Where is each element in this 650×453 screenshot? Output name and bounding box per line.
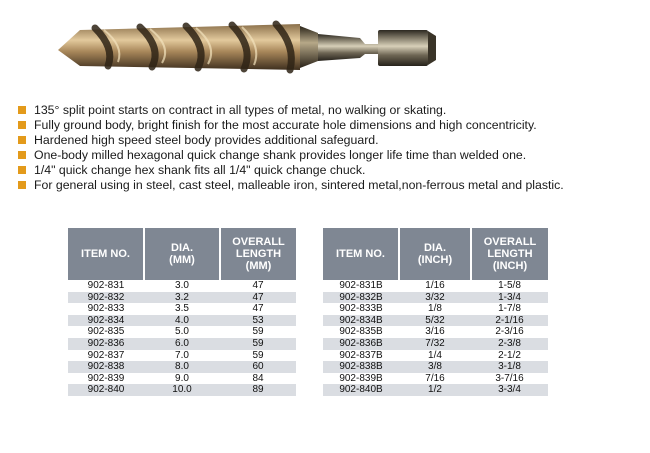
item-number-cell: 902-837B bbox=[323, 350, 399, 362]
table-row bbox=[68, 384, 296, 396]
diameter-cell: 3.2 bbox=[144, 292, 220, 304]
feature-item: Fully ground body, bright finish for the most accurate hole dimensions and high concentricity. bbox=[18, 118, 564, 133]
diameter-cell: 4.0 bbox=[144, 315, 220, 327]
feature-item: Hardened high speed steel body provides additional safeguard. bbox=[18, 133, 564, 148]
diameter-cell: 7.0 bbox=[144, 350, 220, 362]
table-row bbox=[323, 292, 548, 304]
column-header-item-no: ITEM NO. bbox=[323, 228, 399, 280]
table-row bbox=[68, 303, 296, 315]
diameter-cell: 7/32 bbox=[399, 338, 471, 350]
metric-size-table bbox=[68, 228, 296, 396]
overall-length-cell: 2-3/16 bbox=[471, 326, 548, 338]
column-header-item-no: ITEM NO. bbox=[68, 228, 144, 280]
bullet-icon bbox=[18, 136, 26, 144]
diameter-cell: 6.0 bbox=[144, 338, 220, 350]
table-row bbox=[68, 315, 296, 327]
item-number-cell: 902-834B bbox=[323, 315, 399, 327]
table-row bbox=[323, 350, 548, 362]
item-number-cell: 902-836B bbox=[323, 338, 399, 350]
diameter-cell: 8.0 bbox=[144, 361, 220, 373]
item-number-cell: 902-834 bbox=[68, 315, 144, 327]
table-row bbox=[68, 292, 296, 304]
table-row bbox=[68, 280, 296, 292]
drill-bit-image bbox=[0, 0, 650, 95]
diameter-cell: 9.0 bbox=[144, 373, 220, 385]
feature-item: 135° split point starts on contract in all types of metal, no walking or skating. bbox=[18, 103, 564, 118]
inch-size-table bbox=[323, 228, 548, 396]
overall-length-cell: 60 bbox=[220, 361, 296, 373]
item-number-cell: 902-831 bbox=[68, 280, 144, 292]
item-number-cell: 902-833B bbox=[323, 303, 399, 315]
overall-length-cell: 3-1/8 bbox=[471, 361, 548, 373]
overall-length-cell: 53 bbox=[220, 315, 296, 327]
item-number-cell: 902-835B bbox=[323, 326, 399, 338]
table-row bbox=[323, 315, 548, 327]
diameter-cell: 1/16 bbox=[399, 280, 471, 292]
feature-item: 1/4" quick change hex shank fits all 1/4" quick change chuck. bbox=[18, 163, 564, 178]
item-number-cell: 902-839 bbox=[68, 373, 144, 385]
overall-length-cell: 47 bbox=[220, 303, 296, 315]
item-number-cell: 902-833 bbox=[68, 303, 144, 315]
overall-length-cell: 47 bbox=[220, 292, 296, 304]
feature-item: One-body milled hexagonal quick change shank provides longer life time than welded one. bbox=[18, 148, 564, 163]
item-number-cell: 902-840 bbox=[68, 384, 144, 396]
table-row bbox=[323, 338, 548, 350]
diameter-cell: 3/32 bbox=[399, 292, 471, 304]
diameter-cell: 1/8 bbox=[399, 303, 471, 315]
diameter-cell: 1/4 bbox=[399, 350, 471, 362]
diameter-cell: 5.0 bbox=[144, 326, 220, 338]
overall-length-cell: 3-3/4 bbox=[471, 384, 548, 396]
diameter-cell: 10.0 bbox=[144, 384, 220, 396]
overall-length-cell: 2-1/16 bbox=[471, 315, 548, 327]
item-number-cell: 902-835 bbox=[68, 326, 144, 338]
overall-length-cell: 1-7/8 bbox=[471, 303, 548, 315]
feature-list bbox=[18, 103, 564, 192]
item-number-cell: 902-838 bbox=[68, 361, 144, 373]
diameter-cell: 3.0 bbox=[144, 280, 220, 292]
item-number-cell: 902-832 bbox=[68, 292, 144, 304]
diameter-cell: 3/8 bbox=[399, 361, 471, 373]
column-header-overall-length: OVERALL LENGTH (INCH) bbox=[471, 228, 548, 280]
bullet-icon bbox=[18, 181, 26, 189]
diameter-cell: 3.5 bbox=[144, 303, 220, 315]
item-number-cell: 902-831B bbox=[323, 280, 399, 292]
bullet-icon bbox=[18, 151, 26, 159]
overall-length-cell: 59 bbox=[220, 338, 296, 350]
overall-length-cell: 89 bbox=[220, 384, 296, 396]
diameter-cell: 3/16 bbox=[399, 326, 471, 338]
table-row bbox=[68, 326, 296, 338]
column-header-overall-length: OVERALL LENGTH (MM) bbox=[220, 228, 296, 280]
feature-item: For general using in steel, cast steel, malleable iron, sintered metal,non-ferrous metal and plastic. bbox=[18, 178, 564, 193]
overall-length-cell: 2-1/2 bbox=[471, 350, 548, 362]
overall-length-cell: 1-5/8 bbox=[471, 280, 548, 292]
diameter-cell: 7/16 bbox=[399, 373, 471, 385]
overall-length-cell: 59 bbox=[220, 326, 296, 338]
table-row bbox=[323, 303, 548, 315]
table-row bbox=[68, 373, 296, 385]
table-row bbox=[323, 361, 548, 373]
overall-length-cell: 1-3/4 bbox=[471, 292, 548, 304]
table-row bbox=[323, 280, 548, 292]
item-number-cell: 902-836 bbox=[68, 338, 144, 350]
table-row bbox=[68, 361, 296, 373]
item-number-cell: 902-838B bbox=[323, 361, 399, 373]
overall-length-cell: 2-3/8 bbox=[471, 338, 548, 350]
bullet-icon bbox=[18, 106, 26, 114]
bullet-icon bbox=[18, 166, 26, 174]
item-number-cell: 902-839B bbox=[323, 373, 399, 385]
overall-length-cell: 47 bbox=[220, 280, 296, 292]
item-number-cell: 902-837 bbox=[68, 350, 144, 362]
table-row bbox=[323, 326, 548, 338]
diameter-cell: 5/32 bbox=[399, 315, 471, 327]
overall-length-cell: 84 bbox=[220, 373, 296, 385]
overall-length-cell: 3-7/16 bbox=[471, 373, 548, 385]
overall-length-cell: 59 bbox=[220, 350, 296, 362]
table-row bbox=[323, 373, 548, 385]
item-number-cell: 902-832B bbox=[323, 292, 399, 304]
bullet-icon bbox=[18, 121, 26, 129]
table-row bbox=[68, 338, 296, 350]
table-row bbox=[323, 384, 548, 396]
diameter-cell: 1/2 bbox=[399, 384, 471, 396]
item-number-cell: 902-840B bbox=[323, 384, 399, 396]
column-header-dia: DIA. (INCH) bbox=[399, 228, 471, 280]
table-row bbox=[68, 350, 296, 362]
column-header-dia: DIA. (MM) bbox=[144, 228, 220, 280]
